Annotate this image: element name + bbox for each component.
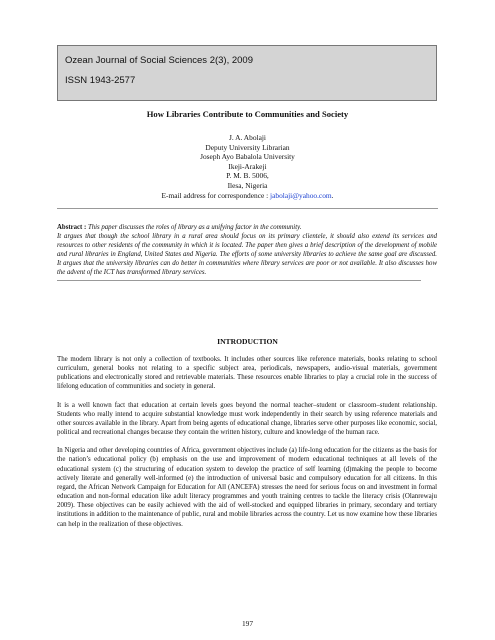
author-address-line2: P. M. B. 5006, — [226, 171, 269, 181]
author-email-line — [0, 191, 495, 201]
abstract-label: Abstract : — [57, 224, 88, 231]
journal-issn: ISSN 1943-2577 — [65, 75, 136, 86]
author-institution: Joseph Ayo Babalola University — [200, 152, 295, 162]
journal-header-box — [57, 45, 437, 101]
abstract-first-sentence: This paper discusses the roles of library as a unifying factor in the community. — [87, 224, 302, 231]
paragraph: The modern library is not only a collection of textbooks. It includes other sources like reference materials, books relating to school curriculum, general books not relating to a specific subject area, periodicals, newspapers, audio-visual materials, government publications and electronically stored and retrievable materials. These resources enable libraries to play a crucial role in the success of lifelong education of communities and society in general. — [57, 356, 437, 391]
paragraph: It is a well known fact that education at certain levels goes beyond the normal teacher–student or classroom–student relationship. Students who really intend to acquire substantial knowledge must work independently in their search by using reference materials and other sources available in the library. Apart from being agents of educational change, libraries serve other purposes like economic, social, political and recreational changes because they contain the written history, culture and knowledge of the human race. — [57, 401, 437, 437]
paragraph: In Nigeria and other developing countries of Africa, government objectives include (a) life-long education for the citizens as the basis for the nation’s educational policy (b) emphasis on the use and improvement of modern educational techniques at all levels of the educational system (c) the structuring of education system to develop the practice of self learning (d)making the people to become actively literate and generally well-informed (e) the introduction of universal basic and compulsory education for all citizens. In this regard, the African Network Campaign for Education for All (ANCEFA) stresses the need for serious focus on and investment in formal education and non-formal education like adult literacy programmes and youth training centres to tackle the literacy crisis (Olanrewaju 2009). These objectives can be easily achieved with the aid of well-stocked and equipped libraries in primary, secondary and tertiary institutions in addition to the maintenance of public, rural and mobile libraries across the country. Let us now examine how these libraries can help in the realization of these objectives. — [57, 447, 437, 528]
author-address-line3: Ilesa, Nigeria — [227, 180, 268, 190]
author-position: Deputy University Librarian — [205, 142, 290, 152]
abstract-first-line — [57, 223, 437, 232]
email-suffix: . — [331, 190, 334, 200]
author-name: J. A. Abolaji — [229, 133, 266, 142]
email-label: E-mail address for correspondence : — [161, 190, 271, 200]
section-heading-introduction: INTRODUCTION — [217, 337, 278, 346]
email-link[interactable]: jabolaji@yahoo.com — [270, 190, 332, 200]
page-number: 197 — [241, 619, 254, 628]
divider-top — [57, 208, 438, 209]
abstract-section — [57, 223, 437, 278]
author-address-line1: Ikeji-Arakeji — [228, 161, 267, 171]
paper-title: How Libraries Contribute to Communities and Society — [146, 109, 349, 119]
divider-bottom — [57, 280, 421, 281]
journal-name: Ozean Journal of Social Sciences 2(3), 2009 — [65, 55, 253, 66]
author-block — [0, 133, 495, 200]
introduction-body — [57, 355, 437, 538]
abstract-body: It argues that though the school library in a rural area should focus on its primary clientele, it should also extend its services and resources to other residents of the community in which it is located. The paper then gives a brief description of the development of mobile and rural libraries in England, United States and Nigeria. The efforts of some university libraries to achieve the same goal are discussed. It argues that the university libraries can do better in communities where library services are poor or not available. It also discusses how the advent of the ICT has transformed library services. — [57, 233, 437, 277]
